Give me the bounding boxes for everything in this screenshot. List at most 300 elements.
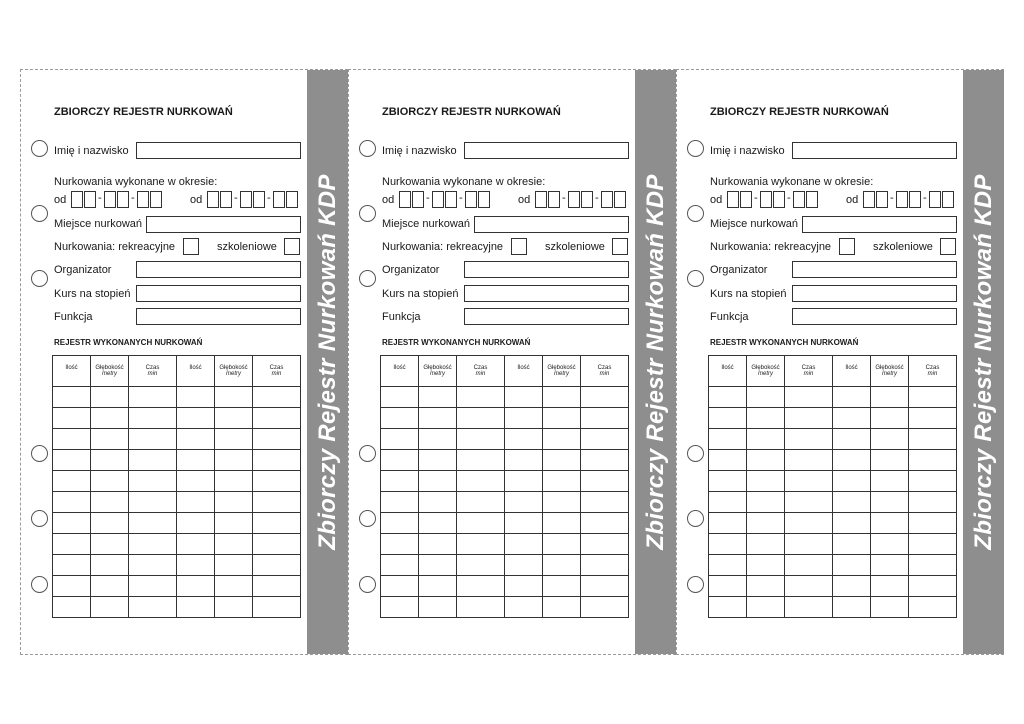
- table-cell[interactable]: [129, 450, 177, 471]
- training-checkbox[interactable]: [940, 238, 956, 255]
- column-name: Głębokość: [95, 365, 124, 371]
- table-cell[interactable]: [909, 471, 957, 492]
- organizer-field[interactable]: [464, 261, 629, 278]
- table-cell[interactable]: [381, 471, 419, 492]
- table-cell[interactable]: [871, 576, 909, 597]
- table-cell[interactable]: [129, 597, 177, 618]
- table-cell[interactable]: [709, 471, 747, 492]
- date-digit-box[interactable]: [71, 191, 83, 208]
- date-digit-box[interactable]: [929, 191, 941, 208]
- table-cell[interactable]: [91, 408, 129, 429]
- table-cell[interactable]: [709, 492, 747, 513]
- table-cell[interactable]: [419, 597, 457, 618]
- register-title: REJESTR WYKONANYCH NURKOWAŃ: [710, 338, 859, 347]
- table-cell[interactable]: [747, 513, 785, 534]
- table-cell[interactable]: [543, 450, 581, 471]
- table-cell[interactable]: [53, 513, 91, 534]
- column-header: [129, 356, 177, 387]
- function-label: Funkcja: [54, 311, 93, 323]
- table-cell[interactable]: [177, 429, 215, 450]
- table-cell[interactable]: [419, 534, 457, 555]
- table-cell[interactable]: [91, 534, 129, 555]
- course-field[interactable]: [464, 285, 629, 302]
- column-header: [53, 356, 91, 387]
- table-cell[interactable]: [215, 597, 253, 618]
- to-label: od: [846, 194, 859, 206]
- table-cell[interactable]: [419, 450, 457, 471]
- table-cell[interactable]: [129, 471, 177, 492]
- table-cell[interactable]: [785, 471, 833, 492]
- table-cell[interactable]: [457, 534, 505, 555]
- table-cell[interactable]: [785, 450, 833, 471]
- table-cell[interactable]: [747, 555, 785, 576]
- table-cell[interactable]: [909, 387, 957, 408]
- date-digit-box[interactable]: [601, 191, 613, 208]
- table-cell[interactable]: [215, 576, 253, 597]
- table-cell[interactable]: [785, 513, 833, 534]
- table-cell[interactable]: [457, 471, 505, 492]
- table-cell[interactable]: [505, 387, 543, 408]
- table-cell[interactable]: [215, 492, 253, 513]
- table-cell[interactable]: [581, 492, 629, 513]
- column-name: Czas: [597, 365, 612, 371]
- table-cell[interactable]: [505, 429, 543, 450]
- table-cell[interactable]: [129, 492, 177, 513]
- table-cell[interactable]: [581, 450, 629, 471]
- table-cell[interactable]: [91, 471, 129, 492]
- organizer-field[interactable]: [136, 261, 301, 278]
- table-cell[interactable]: [543, 513, 581, 534]
- table-cell[interactable]: [381, 492, 419, 513]
- table-cell[interactable]: [177, 534, 215, 555]
- date-separator: -: [459, 192, 463, 204]
- column-header: [381, 356, 419, 387]
- table-cell[interactable]: [53, 387, 91, 408]
- date-digit-box[interactable]: [432, 191, 444, 208]
- table-cell[interactable]: [53, 576, 91, 597]
- table-cell[interactable]: [833, 387, 871, 408]
- date-digit-box[interactable]: [727, 191, 739, 208]
- table-cell[interactable]: [581, 387, 629, 408]
- date-digit-box[interactable]: [909, 191, 921, 208]
- table-cell[interactable]: [833, 576, 871, 597]
- date-digit-box[interactable]: [760, 191, 772, 208]
- table-cell[interactable]: [253, 492, 301, 513]
- table-cell[interactable]: [505, 576, 543, 597]
- table-cell[interactable]: [543, 597, 581, 618]
- table-cell[interactable]: [709, 576, 747, 597]
- table-cell[interactable]: [709, 387, 747, 408]
- table-cell[interactable]: [909, 408, 957, 429]
- function-field[interactable]: [792, 308, 957, 325]
- table-cell[interactable]: [833, 597, 871, 618]
- date-digit-box[interactable]: [942, 191, 954, 208]
- date-digit-box[interactable]: [399, 191, 411, 208]
- table-cell[interactable]: [505, 408, 543, 429]
- table-cell[interactable]: [253, 408, 301, 429]
- function-field[interactable]: [464, 308, 629, 325]
- table-cell[interactable]: [543, 387, 581, 408]
- table-cell[interactable]: [177, 597, 215, 618]
- table-cell[interactable]: [381, 555, 419, 576]
- table-cell[interactable]: [91, 555, 129, 576]
- date-digit-box[interactable]: [137, 191, 149, 208]
- table-cell[interactable]: [833, 450, 871, 471]
- table-cell[interactable]: [177, 387, 215, 408]
- date-digit-box[interactable]: [535, 191, 547, 208]
- training-checkbox[interactable]: [612, 238, 628, 255]
- table-cell[interactable]: [871, 555, 909, 576]
- place-field[interactable]: [146, 216, 301, 233]
- table-cell[interactable]: [457, 492, 505, 513]
- table-cell[interactable]: [381, 408, 419, 429]
- recreational-checkbox[interactable]: [839, 238, 855, 255]
- table-cell[interactable]: [177, 471, 215, 492]
- table-row: [381, 534, 629, 555]
- table-cell[interactable]: [871, 513, 909, 534]
- table-cell[interactable]: [747, 534, 785, 555]
- table-cell[interactable]: [381, 576, 419, 597]
- date-digit-box[interactable]: [104, 191, 116, 208]
- table-cell[interactable]: [129, 387, 177, 408]
- table-cell[interactable]: [53, 597, 91, 618]
- table-cell[interactable]: [709, 408, 747, 429]
- table-cell[interactable]: [457, 597, 505, 618]
- date-digit-box[interactable]: [614, 191, 626, 208]
- column-unit: metry: [226, 371, 241, 377]
- table-cell[interactable]: [129, 576, 177, 597]
- table-cell[interactable]: [505, 492, 543, 513]
- table-cell[interactable]: [871, 534, 909, 555]
- table-cell[interactable]: [53, 534, 91, 555]
- side-title: Zbiorczy Rejestr Nurkowań KDP: [313, 174, 341, 550]
- table-cell[interactable]: [177, 576, 215, 597]
- date-digit-box[interactable]: [863, 191, 875, 208]
- place-field[interactable]: [474, 216, 629, 233]
- date-digit-box[interactable]: [568, 191, 580, 208]
- table-row: [53, 429, 301, 450]
- table-cell[interactable]: [833, 492, 871, 513]
- date-digit-box[interactable]: [207, 191, 219, 208]
- table-cell[interactable]: [747, 576, 785, 597]
- table-cell[interactable]: [909, 534, 957, 555]
- table-cell[interactable]: [129, 513, 177, 534]
- column-name: Głębokość: [423, 365, 452, 371]
- table-cell[interactable]: [457, 576, 505, 597]
- table-cell[interactable]: [419, 513, 457, 534]
- column-header: [91, 356, 129, 387]
- date-digit-box[interactable]: [445, 191, 457, 208]
- table-cell[interactable]: [215, 408, 253, 429]
- table-cell[interactable]: [53, 492, 91, 513]
- table-cell[interactable]: [215, 429, 253, 450]
- table-cell[interactable]: [505, 513, 543, 534]
- date-digit-box[interactable]: [896, 191, 908, 208]
- recreational-checkbox[interactable]: [183, 238, 199, 255]
- table-cell[interactable]: [543, 429, 581, 450]
- table-cell[interactable]: [253, 576, 301, 597]
- table-cell[interactable]: [581, 597, 629, 618]
- table-cell[interactable]: [253, 555, 301, 576]
- table-cell[interactable]: [91, 429, 129, 450]
- table-cell[interactable]: [909, 597, 957, 618]
- table-cell[interactable]: [457, 429, 505, 450]
- column-name: Ilość: [65, 365, 78, 371]
- table-cell[interactable]: [253, 534, 301, 555]
- table-cell[interactable]: [253, 387, 301, 408]
- punch-hole: [359, 205, 376, 222]
- name-field[interactable]: [464, 142, 629, 159]
- table-cell[interactable]: [177, 408, 215, 429]
- date-digit-box[interactable]: [548, 191, 560, 208]
- table-cell[interactable]: [253, 429, 301, 450]
- table-cell[interactable]: [381, 450, 419, 471]
- table-cell[interactable]: [91, 450, 129, 471]
- table-cell[interactable]: [215, 513, 253, 534]
- table-cell[interactable]: [381, 534, 419, 555]
- table-cell[interactable]: [581, 408, 629, 429]
- table-cell[interactable]: [785, 534, 833, 555]
- table-cell[interactable]: [785, 492, 833, 513]
- table-cell[interactable]: [543, 408, 581, 429]
- table-cell[interactable]: [909, 429, 957, 450]
- punch-hole: [687, 510, 704, 527]
- function-field[interactable]: [136, 308, 301, 325]
- date-digit-box[interactable]: [286, 191, 298, 208]
- date-separator: -: [131, 192, 135, 204]
- table-cell[interactable]: [419, 408, 457, 429]
- table-cell[interactable]: [747, 408, 785, 429]
- table-cell[interactable]: [833, 555, 871, 576]
- table-cell[interactable]: [91, 492, 129, 513]
- table-cell[interactable]: [215, 450, 253, 471]
- table-cell[interactable]: [53, 429, 91, 450]
- table-cell[interactable]: [747, 387, 785, 408]
- table-cell[interactable]: [709, 450, 747, 471]
- dive-type-label: Nurkowania: rekreacyjne: [382, 241, 504, 253]
- table-cell[interactable]: [381, 513, 419, 534]
- table-cell[interactable]: [909, 576, 957, 597]
- table-cell[interactable]: [253, 450, 301, 471]
- table-cell[interactable]: [419, 576, 457, 597]
- table-cell[interactable]: [215, 534, 253, 555]
- date-separator: -: [890, 192, 894, 204]
- table-cell[interactable]: [785, 429, 833, 450]
- table-cell[interactable]: [177, 492, 215, 513]
- table-cell[interactable]: [53, 450, 91, 471]
- name-field[interactable]: [136, 142, 301, 159]
- table-cell[interactable]: [253, 597, 301, 618]
- table-cell[interactable]: [833, 513, 871, 534]
- table-cell[interactable]: [871, 387, 909, 408]
- table-cell[interactable]: [129, 429, 177, 450]
- table-cell[interactable]: [457, 555, 505, 576]
- table-row: [53, 576, 301, 597]
- table-cell[interactable]: [871, 492, 909, 513]
- name-field[interactable]: [792, 142, 957, 159]
- table-cell[interactable]: [91, 513, 129, 534]
- table-cell[interactable]: [505, 450, 543, 471]
- table-cell[interactable]: [747, 471, 785, 492]
- table-cell[interactable]: [871, 597, 909, 618]
- table-cell[interactable]: [581, 555, 629, 576]
- recreational-checkbox[interactable]: [511, 238, 527, 255]
- table-cell[interactable]: [581, 576, 629, 597]
- table-cell[interactable]: [419, 387, 457, 408]
- table-cell[interactable]: [747, 492, 785, 513]
- punch-hole: [687, 140, 704, 157]
- side-stripe: [963, 70, 1004, 654]
- table-cell[interactable]: [581, 534, 629, 555]
- table-cell[interactable]: [785, 555, 833, 576]
- date-digit-box[interactable]: [84, 191, 96, 208]
- table-cell[interactable]: [871, 429, 909, 450]
- table-cell[interactable]: [909, 555, 957, 576]
- table-cell[interactable]: [709, 429, 747, 450]
- date-digit-box[interactable]: [876, 191, 888, 208]
- table-cell[interactable]: [381, 597, 419, 618]
- table-cell[interactable]: [833, 471, 871, 492]
- column-header: [177, 356, 215, 387]
- table-cell[interactable]: [543, 471, 581, 492]
- table-cell[interactable]: [53, 408, 91, 429]
- table-cell[interactable]: [833, 408, 871, 429]
- table-row: [709, 576, 957, 597]
- date-digit-box[interactable]: [793, 191, 805, 208]
- table-cell[interactable]: [457, 513, 505, 534]
- table-cell[interactable]: [53, 555, 91, 576]
- date-digit-box[interactable]: [740, 191, 752, 208]
- organizer-field[interactable]: [792, 261, 957, 278]
- date-digit-box[interactable]: [773, 191, 785, 208]
- table-cell[interactable]: [709, 597, 747, 618]
- table-cell[interactable]: [543, 555, 581, 576]
- table-cell[interactable]: [129, 534, 177, 555]
- table-cell[interactable]: [457, 450, 505, 471]
- column-unit: metry: [102, 371, 117, 377]
- table-cell[interactable]: [709, 555, 747, 576]
- table-cell[interactable]: [91, 576, 129, 597]
- table-cell[interactable]: [871, 471, 909, 492]
- date-digit-box[interactable]: [806, 191, 818, 208]
- table-cell[interactable]: [457, 387, 505, 408]
- date-digit-box[interactable]: [412, 191, 424, 208]
- course-label: Kurs na stopień: [382, 288, 459, 300]
- table-cell[interactable]: [381, 429, 419, 450]
- table-cell[interactable]: [543, 576, 581, 597]
- table-cell[interactable]: [177, 555, 215, 576]
- table-header-row: [381, 356, 629, 387]
- date-digit-box[interactable]: [117, 191, 129, 208]
- course-field[interactable]: [136, 285, 301, 302]
- table-cell[interactable]: [381, 387, 419, 408]
- register-sheet: [20, 69, 348, 655]
- table-cell[interactable]: [253, 513, 301, 534]
- table-cell[interactable]: [419, 429, 457, 450]
- table-cell[interactable]: [581, 429, 629, 450]
- table-cell[interactable]: [785, 408, 833, 429]
- table-cell[interactable]: [543, 534, 581, 555]
- side-title: Zbiorczy Rejestr Nurkowań KDP: [969, 174, 997, 550]
- table-cell[interactable]: [505, 597, 543, 618]
- table-row: [709, 387, 957, 408]
- table-cell[interactable]: [419, 555, 457, 576]
- date-digit-box[interactable]: [465, 191, 477, 208]
- table-row: [709, 513, 957, 534]
- table-cell[interactable]: [91, 597, 129, 618]
- table-cell[interactable]: [871, 450, 909, 471]
- table-cell[interactable]: [785, 387, 833, 408]
- table-cell[interactable]: [215, 555, 253, 576]
- date-digit-box[interactable]: [150, 191, 162, 208]
- organizer-label: Organizator: [382, 264, 440, 276]
- date-digit-box[interactable]: [253, 191, 265, 208]
- table-row: [709, 534, 957, 555]
- table-cell[interactable]: [871, 408, 909, 429]
- to-label: od: [518, 194, 531, 206]
- date-digit-box[interactable]: [478, 191, 490, 208]
- table-cell[interactable]: [581, 513, 629, 534]
- punch-hole: [359, 270, 376, 287]
- table-cell[interactable]: [215, 471, 253, 492]
- table-cell[interactable]: [581, 471, 629, 492]
- table-cell[interactable]: [785, 576, 833, 597]
- from-label: od: [54, 194, 67, 206]
- table-cell[interactable]: [785, 597, 833, 618]
- table-cell[interactable]: [747, 450, 785, 471]
- table-cell[interactable]: [91, 387, 129, 408]
- table-cell[interactable]: [53, 471, 91, 492]
- table-cell[interactable]: [177, 450, 215, 471]
- place-field[interactable]: [802, 216, 957, 233]
- table-cell[interactable]: [129, 555, 177, 576]
- table-cell[interactable]: [253, 471, 301, 492]
- column-header: [833, 356, 871, 387]
- table-cell[interactable]: [909, 513, 957, 534]
- table-cell[interactable]: [747, 429, 785, 450]
- date-digit-box[interactable]: [220, 191, 232, 208]
- table-cell[interactable]: [543, 492, 581, 513]
- table-cell[interactable]: [747, 597, 785, 618]
- table-cell[interactable]: [505, 555, 543, 576]
- date-separator: -: [267, 192, 271, 204]
- table-cell[interactable]: [709, 513, 747, 534]
- table-cell[interactable]: [833, 534, 871, 555]
- training-checkbox[interactable]: [284, 238, 300, 255]
- course-field[interactable]: [792, 285, 957, 302]
- table-cell[interactable]: [129, 408, 177, 429]
- name-label: Imię i nazwisko: [54, 145, 129, 157]
- table-cell[interactable]: [909, 450, 957, 471]
- table-row: [709, 597, 957, 618]
- table-cell[interactable]: [419, 492, 457, 513]
- table-cell[interactable]: [177, 513, 215, 534]
- table-cell[interactable]: [833, 429, 871, 450]
- date-digit-box[interactable]: [240, 191, 252, 208]
- date-digit-box[interactable]: [273, 191, 285, 208]
- table-row: [53, 492, 301, 513]
- table-cell[interactable]: [457, 408, 505, 429]
- column-header: [785, 356, 833, 387]
- table-cell[interactable]: [419, 471, 457, 492]
- date-digit-box[interactable]: [581, 191, 593, 208]
- table-cell[interactable]: [505, 534, 543, 555]
- table-cell[interactable]: [215, 387, 253, 408]
- table-cell[interactable]: [709, 534, 747, 555]
- table-cell[interactable]: [909, 492, 957, 513]
- period-label: Nurkowania wykonane w okresie:: [54, 176, 218, 188]
- table-cell[interactable]: [505, 471, 543, 492]
